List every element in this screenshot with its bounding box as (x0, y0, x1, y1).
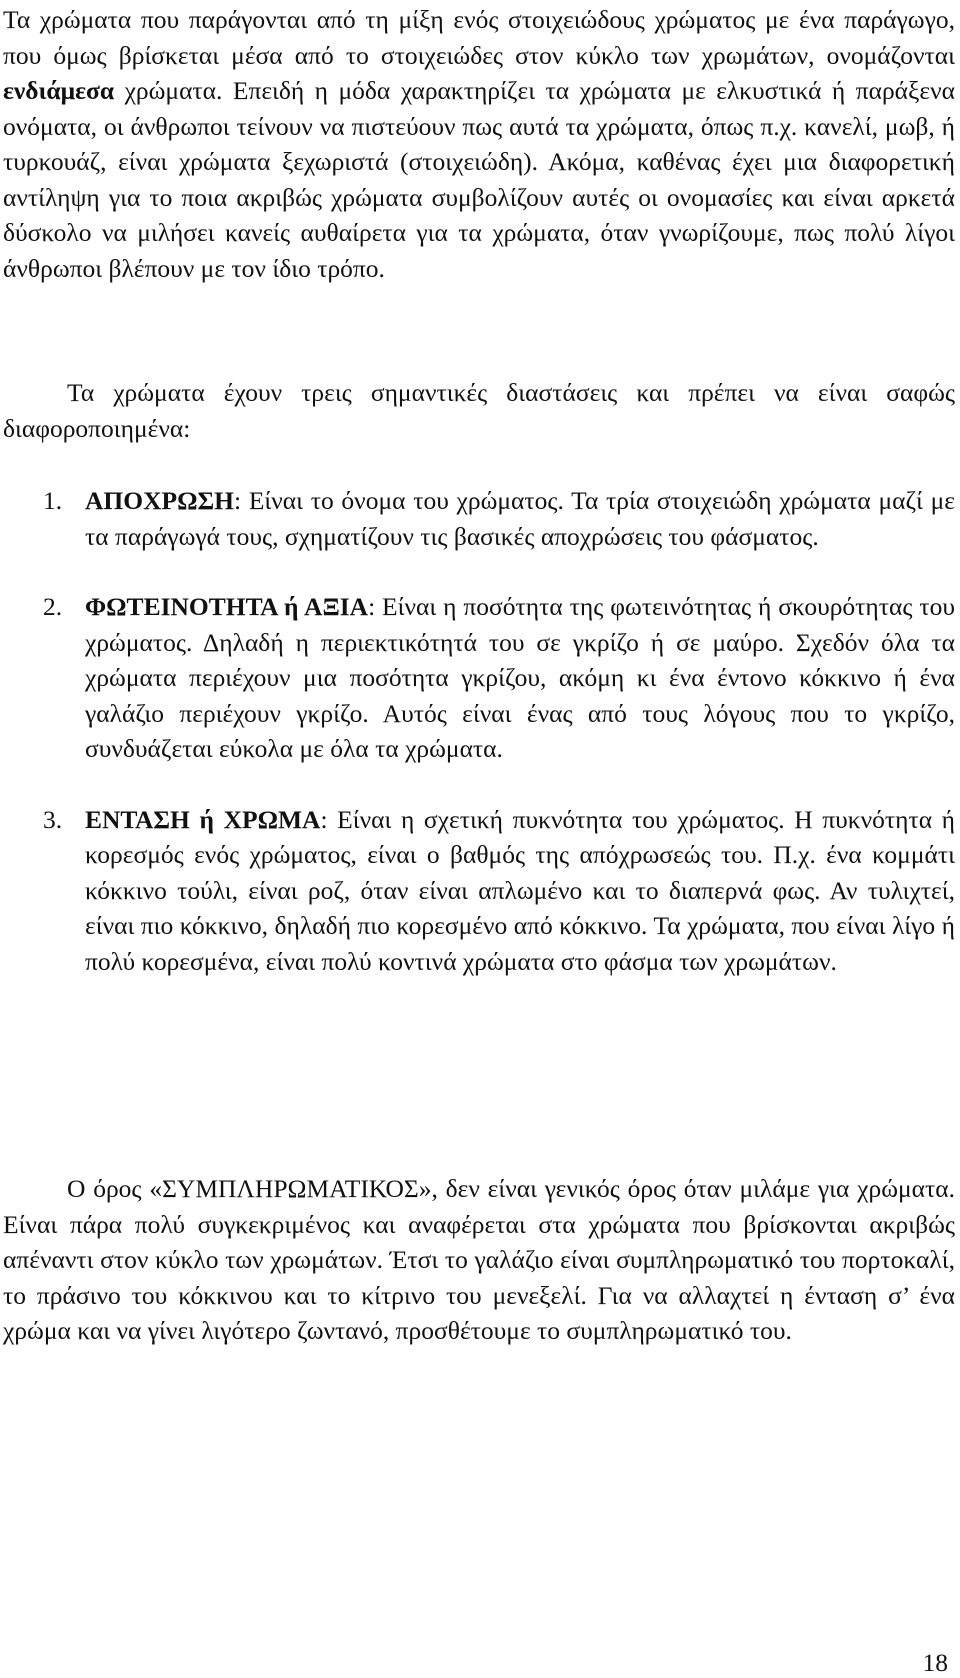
list-term: ΕΝΤΑΣΗ ή ΧΡΩΜΑ (85, 804, 321, 834)
list-text: : Είναι η ποσότητα της φωτεινότητας ή σκουρότητας του χρώματος. Δηλαδή η περιεκτικότητά του σε γκρίζο ή σε μαύρο. Σχεδόν όλα τα χρώματα περιέχουν μια ποσότητα γκρίζου, ακόμη κι ένα έντονο κόκκινο ή ένα γαλάζιο περιέχουν γκρίζο. Αυτός είναι ένας από τους λόγους που το γκρίζο, συνδυάζεται εύκολα με όλα τα χρώματα. (85, 592, 955, 763)
list-item-intensity (0, 802, 955, 980)
list-text: : Είναι το όνομα του χρώματος. Τα τρία στοιχειώδη χρώματα μαζί με τα παράγωγά τους, σχηματίζουν τις βασικές αποχρώσεις του φάσματος. (85, 486, 955, 551)
list-number: 1. (43, 486, 63, 515)
color-dimensions-list (0, 483, 955, 1014)
intro-paragraph (3, 2, 955, 286)
intermediate-term: ενδιάμεσα (3, 76, 115, 105)
intro-text-end: χρώματα. Επειδή η μόδα χαρακτηρίζει τα χρώματα με ελκυστικά ή παράξενα ονόματα, οι άνθρωποι τείνουν να πιστεύουν πως αυτά τα χρώματα, όπως π.χ. κανελί, μωβ, ή τυρκουάζ, είναι χρώματα ξεχωριστά (στοιχειώδη). Ακόμα, καθένας έχει μια διαφορετική αντίληψη για το ποια ακριβώς χρώματα συμβολίζουν αυτές οι ονομασίες και είναι αρκετά δύσκολο να μιλήσει κανείς αυθαίρετα για τα χρώματα, όταν γνωρίζουμε, πως πολύ λίγοι άνθρωποι βλέπουν με τον ίδιο τρόπο. (3, 76, 955, 283)
intro-text-start: Τα χρώματα που παράγονται από τη μίξη ενός στοιχειώδους χρώματος με ένα παράγωγο, που όμως βρίσκεται μέσα από το στοιχειώδες στον κύκλο των χρωμάτων, ονομάζονται (3, 5, 955, 70)
list-term: ΑΠΟΧΡΩΣΗ (85, 486, 235, 515)
list-term: ΦΩΤΕΙΝΟΤΗΤΑ ή ΑΞΙΑ (85, 592, 369, 621)
list-number: 3. (43, 804, 63, 834)
list-item-hue (0, 483, 955, 554)
complementary-paragraph (3, 1171, 955, 1349)
dimensions-intro-text: Τα χρώματα έχουν τρεις σημαντικές διαστάσεις και πρέπει να είναι σαφώς διαφοροποιημένα: (3, 378, 955, 443)
list-text: : Είναι η σχετική πυκνότητα του χρώματος. Η πυκνότητα ή κορεσμός ενός χρώματος, είναι ο βαθμός της απόχρωσεώς του. Π.χ. ένα κομμάτι κόκκινο τούλι, είναι ροζ, όταν είναι απλωμένο και το διαπερνά φως. Αν τυλιχτεί, είναι πιο κόκκινο, δηλαδή πιο κορεσμένο από κόκκινο. Τα χρώματα, που είναι λίγο ή πολύ κορεσμένα, είναι πολύ κοντινά χρώματα στο φάσμα των χρωμάτων. (85, 804, 955, 976)
dimensions-intro-paragraph (3, 375, 955, 446)
list-item-value (0, 589, 955, 767)
page-number: 18 (922, 1648, 948, 1677)
list-number: 2. (43, 592, 63, 621)
complementary-text: Ο όρος «ΣΥΜΠΛΗΡΩΜΑΤΙΚΟΣ», δεν είναι γενικός όρος όταν μιλάμε για χρώματα. Είναι πάρα πολύ συγκεκριμένος και αναφέρεται στα χρώματα που βρίσκονται ακριβώς απέναντι στον κύκλο των χρωμάτων. Έτσι το γαλάζιο είναι συμπληρωματικό του πορτοκαλί, το πράσινο του κόκκινου και το κίτρινο του μενεξελί. Για να αλλαχτεί η ένταση σ’ ένα χρώμα και να γίνει λιγότερο ζωντανό, προσθέτουμε το συμπληρωματικό του. (3, 1174, 955, 1345)
